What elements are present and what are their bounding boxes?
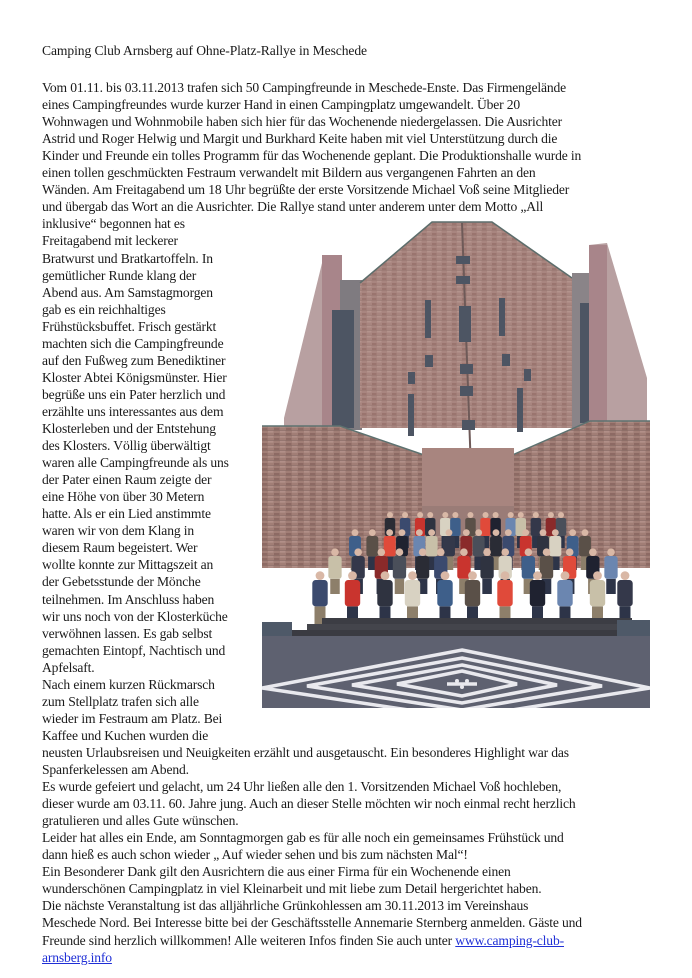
website-link[interactable]: www.camping-club- bbox=[455, 932, 564, 948]
left-window-column bbox=[332, 310, 354, 428]
body-line: Apfelsaft. bbox=[42, 659, 95, 675]
body-line: Es wurde gefeiert und gelacht, um 24 Uhr ließen alle den 1. Vorsitzenden Michael Voß hochleben, bbox=[42, 779, 562, 795]
body-line: neusten Urlaubsreisen und Neuigkeiten erzählt und ausgetauscht. Ein besonderes Highlight war das bbox=[42, 744, 569, 760]
body-line: teilnehmen. Im Anschluss haben bbox=[42, 591, 215, 607]
body-line: Nach einem kurzen Rückmarsch bbox=[42, 676, 215, 692]
body-line: Die nächste Veranstaltung ist das alljährliche Grünkohlessen am 30.11.2013 im Vereinshaus bbox=[42, 898, 529, 914]
body-line: wieder im Festraum am Platz. Bei bbox=[42, 710, 223, 726]
body-line: auf den Fußweg zum Benediktiner bbox=[42, 352, 226, 368]
body-line: Spanferkelessen am Abend. bbox=[42, 762, 189, 777]
body-line: dann hieß es auch schon wieder „ Auf wieder sehen und bis zum nächsten Mal“! bbox=[42, 847, 468, 863]
body-line: gab es ein reichhaltiges bbox=[42, 301, 166, 317]
body-line: inklusive“ begonnen hat es bbox=[42, 216, 185, 232]
body-line: Frühstücksbuffet. Frisch gestärkt bbox=[42, 318, 217, 334]
body-line: erzählte uns interessantes aus dem bbox=[42, 403, 224, 419]
body-line: begrüße uns ein Pater herzlich und bbox=[42, 386, 226, 402]
body-line: Ein Besonderer Dank gilt den Ausrichtern die aus einer Firma für ein Wochenende einen bbox=[42, 864, 511, 880]
body-line: Kinder und Freunde ein tolles Programm für das Wochenende geplant. Die Produktionshalle wurde in bbox=[42, 148, 582, 164]
body-line: des Klosters. Völlig überwältigt bbox=[42, 438, 211, 454]
body-line: dieser wurde am 03.11. 60. Jahre jung. Auch an dieser Stelle möchten wir noch einmal recht herzlich bbox=[42, 796, 576, 812]
body-line: Meschede Nord. Bei Interesse bitte bei der Geschäftsstelle Annemarie Sternberg anmelden. Gäste und bbox=[42, 915, 582, 931]
body-line: verwöhnen lassen. Es gab selbst bbox=[42, 625, 213, 641]
body-line: Klosterleben und der Entstehung bbox=[42, 421, 216, 436]
body-line: Leider hat alles ein Ende, am Sonntagmorgen gab es für alle noch ein gemeinsames Frühstück und bbox=[42, 830, 564, 846]
body-line: waren wir von dem Klang in bbox=[42, 523, 195, 539]
body-line: eines Campingfreundes wurde kurzer Hand in einen Campingplatz umgewandelt. Über 20 bbox=[42, 97, 521, 113]
body-line: waren alle Campingfreunde als uns bbox=[42, 455, 229, 471]
article-title: Camping Club Arnsberg auf Ohne-Platz-Rallye in Meschede bbox=[42, 43, 367, 58]
body-line: gratulieren und alles Gute wünschen. bbox=[42, 813, 239, 829]
body-line: der Pater einen Raum zeigte der bbox=[42, 472, 212, 488]
abbey-church-photo bbox=[262, 218, 650, 708]
body-line: zum Stellplatz trafen sich alle bbox=[42, 693, 199, 709]
body-line: gemütlicher Runde klang der bbox=[42, 267, 197, 283]
body-line: Wohnwagen und Wohnmobile haben sich hier für das Wochenende niedergelassen. Die Ausrichter bbox=[42, 114, 563, 130]
body-line: Wänden. Am Freitagabend um 18 Uhr begrüßte der erste Vorsitzende Michael Voß seine Mitglieder bbox=[42, 182, 570, 198]
website-link-continued[interactable]: arnsberg.info bbox=[42, 949, 112, 965]
body-line: Vom 01.11. bis 03.11.2013 trafen sich 50 Campingfreunde in Meschede-Enste. Das Firmengelände bbox=[42, 80, 567, 95]
group-photo bbox=[262, 218, 650, 708]
body-line: eine Höhe von über 30 Metern bbox=[42, 489, 205, 505]
body-line: hatte. Als er ein Lied anstimmte bbox=[42, 506, 211, 522]
steps bbox=[322, 618, 632, 624]
body-line-with-link bbox=[42, 932, 564, 949]
body-line: einen tollen geschmückten Festraum verwandelt mit Bildern aus vergangenen Fahrten an den bbox=[42, 165, 536, 181]
body-line: Kloster Abtei Königsmünster. Hier bbox=[42, 369, 227, 385]
body-line: Freitagabend mit leckerer bbox=[42, 233, 178, 249]
body-line: der Gebetsstunde der Mönche bbox=[42, 574, 201, 590]
body-line: Kaffee und Kuchen wurden die bbox=[42, 727, 209, 743]
body-line: wollte konnte zur Mittagszeit an bbox=[42, 557, 214, 573]
body-line-link-continuation bbox=[42, 949, 112, 966]
body-line: Abend aus. Am Samstagmorgen bbox=[42, 284, 213, 300]
body-line: Bratwurst und Bratkartoffeln. In bbox=[42, 250, 213, 266]
body-line: und übergab das Wort an die Ausrichter. Die Rallye stand unter anderem unter dem Motto „All bbox=[42, 199, 544, 215]
body-line: Freunde sind herzlich willkommen! Alle weiteren Infos finden Sie auch unter bbox=[42, 932, 456, 948]
body-line: diesem Raum begeistert. Wer bbox=[42, 540, 198, 556]
body-line: gemachten Eintopf, Nachtisch und bbox=[42, 642, 226, 658]
body-line: wunderschönen Campingplatz in viel Kleinarbeit und mit liebe zum Detail hergerichtet haben. bbox=[42, 881, 542, 897]
body-line: machten sich die Campingfreunde bbox=[42, 335, 224, 351]
body-line: Astrid und Roger Helwig und Margit und Burkhard Keite haben mit viel Unterstützung durch die bbox=[42, 131, 558, 147]
body-line: wir uns noch von der Klosterküche bbox=[42, 608, 228, 624]
